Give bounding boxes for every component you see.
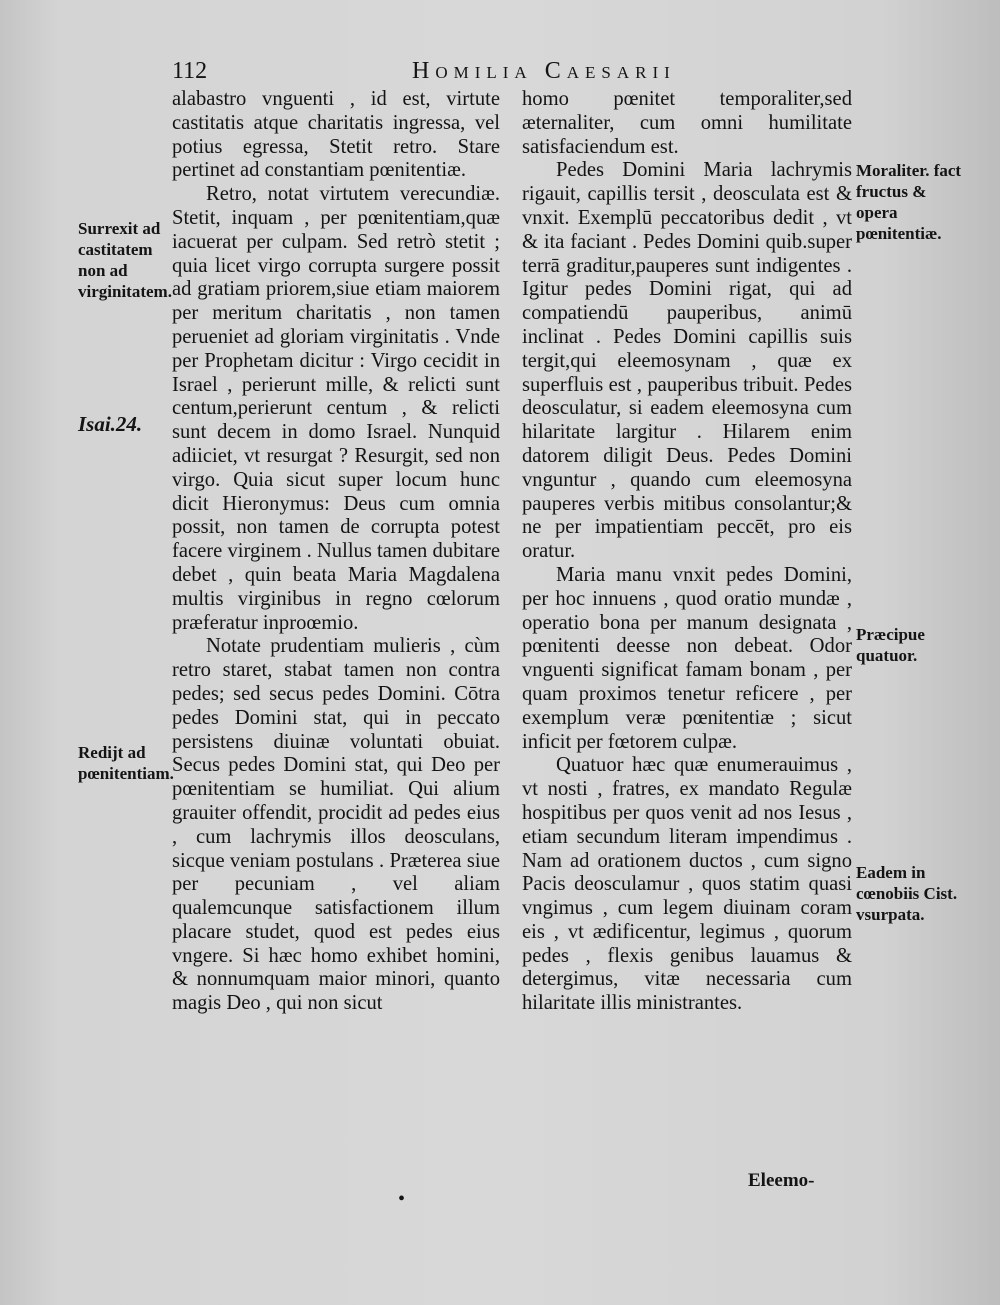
running-title: Homilia Caesarii xyxy=(412,58,676,84)
paragraph: Maria manu vnxit pedes Domini, per hoc innuens , quod oratio mundæ , operatio bona per manum designata , pœnitenti deesse non debeat. Odor vnguenti significat famam bonam , per quam proximos tenetur reficere , per exemplum veræ pœnitentiæ ; sicut inficit per fœtorem culpæ. xyxy=(522,563,852,753)
paragraph: Quatuor hæc quæ enumerauimus , vt nosti , fratres, ex mandato Regulæ hospitibus per quos venit ad nos Iesus , etiam secundum literam impendimus . Nam ad orationem ductos , cum signo Pacis deosculamur , quos statim quasi vngimus , cum legem diuinam coram eis , vt ædificentur, legimus , quorum pedes , flexis genibus lauamus & detergimus, vitæ necessaria cum hilaritate illis ministrantes. xyxy=(522,754,852,1015)
ornament-dot: • xyxy=(398,1188,406,1210)
right-text-column xyxy=(522,88,852,1016)
catchword: Eleemo- xyxy=(748,1170,815,1191)
paragraph: alabastro vnguenti , id est, virtute castitatis atque charitatis ingressa, vel potius egressa, Stetit retro. Stare pertinet ad constantiam pœnitentiæ. xyxy=(172,88,500,182)
paragraph: Notate prudentiam mulieris , cùm retro staret, stabat tamen non contra pedes; sed secus pedes Domini. Cōtra pedes Domini stat, qui in peccato persistens diuinæ voluntati obuiat. Secus pedes Domini stat, qui Deo per pœnitentiam se humiliat. Qui alium grauiter offendit, procidit ad pedes eius , cum lachrymis illos deosculans, sicque veniam postulans . Præterea siue per pecuniam , vel aliam qualemcunque satisfactionem illum placare studet, quod est pedes eius vngere. Si hæc homo exhibet homini, & nonnumquam maior minori, quanto magis Deo , qui non sicut xyxy=(172,635,500,1015)
page-number: 112 xyxy=(172,58,208,84)
paragraph: Pedes Domini Maria lachrymis rigauit, capillis tersit , deosculata est & vnxit. Exemplū peccatoribus dedit , vt & ita faciant . Pedes Domini quib.super terrā graditur,pauperes sunt indigentes . Igitur pedes Domini rigat, qui ad compatiendū pauperibus, animū inclinat . Pedes Domini capillis suis tergit,qui eleemosynam , quæ ex superfluis est , pauperibus tribuit. Pedes deosculatur, si eadem eleemosyna cum hilaritate largitur . Hilarem enim datorem diligit Deus. Pedes Domini vnguntur , quando cum eleemosyna pauperes verbis mitibus consolantur;& ne per impatientiam peccēt, pro eis oratur. xyxy=(522,159,852,563)
margin-note-left: Surrexit ad castitatem non ad virginitatem. xyxy=(78,219,172,301)
margin-note-left: Redijt ad pœnitentiam. xyxy=(78,743,174,783)
margin-note-right: Moraliter. fact fructus & opera pœnitentiæ. xyxy=(856,161,962,243)
left-text-column xyxy=(172,88,500,1016)
page-header xyxy=(0,58,1000,88)
margin-note-right: Præcipue quatuor. xyxy=(856,625,925,665)
paragraph: homo pœnitet temporaliter,sed æternaliter, cum omni humilitate satisfaciendum est. xyxy=(522,88,852,158)
margin-note-left: Isai.24. xyxy=(78,412,143,436)
margin-note-right: Eadem in cœnobiis Cist. vsurpata. xyxy=(856,863,958,924)
paragraph: Retro, notat virtutem verecundiæ. Stetit, inquam , per pœnitentiam,quæ iacuerat per culpam. Sed retrò stetit ; quia licet virgo corrupta surgere possit ad gratiam priorem,siue etiam maiorem per meritum charitatis , non tamen perueniet ad gloriam virginitatis . Vnde per Prophetam dicitur : Virgo cecidit in Israel , perierunt mille, & relicti sunt centum,perierunt centum , & relicti sunt decem in domo Israel. Nunquid adiiciet, vt resurgat ? Resurgit, sed non virgo. Quia sicut super locum hunc dicit Hieronymus: Deus cum omnia possit, non tamen de corrupta potest facere virginem . Nullus tamen dubitare debet , quin beata Maria Magdalena multis virginibus in regno cœlorum præferatur inproœmio. xyxy=(172,183,500,634)
